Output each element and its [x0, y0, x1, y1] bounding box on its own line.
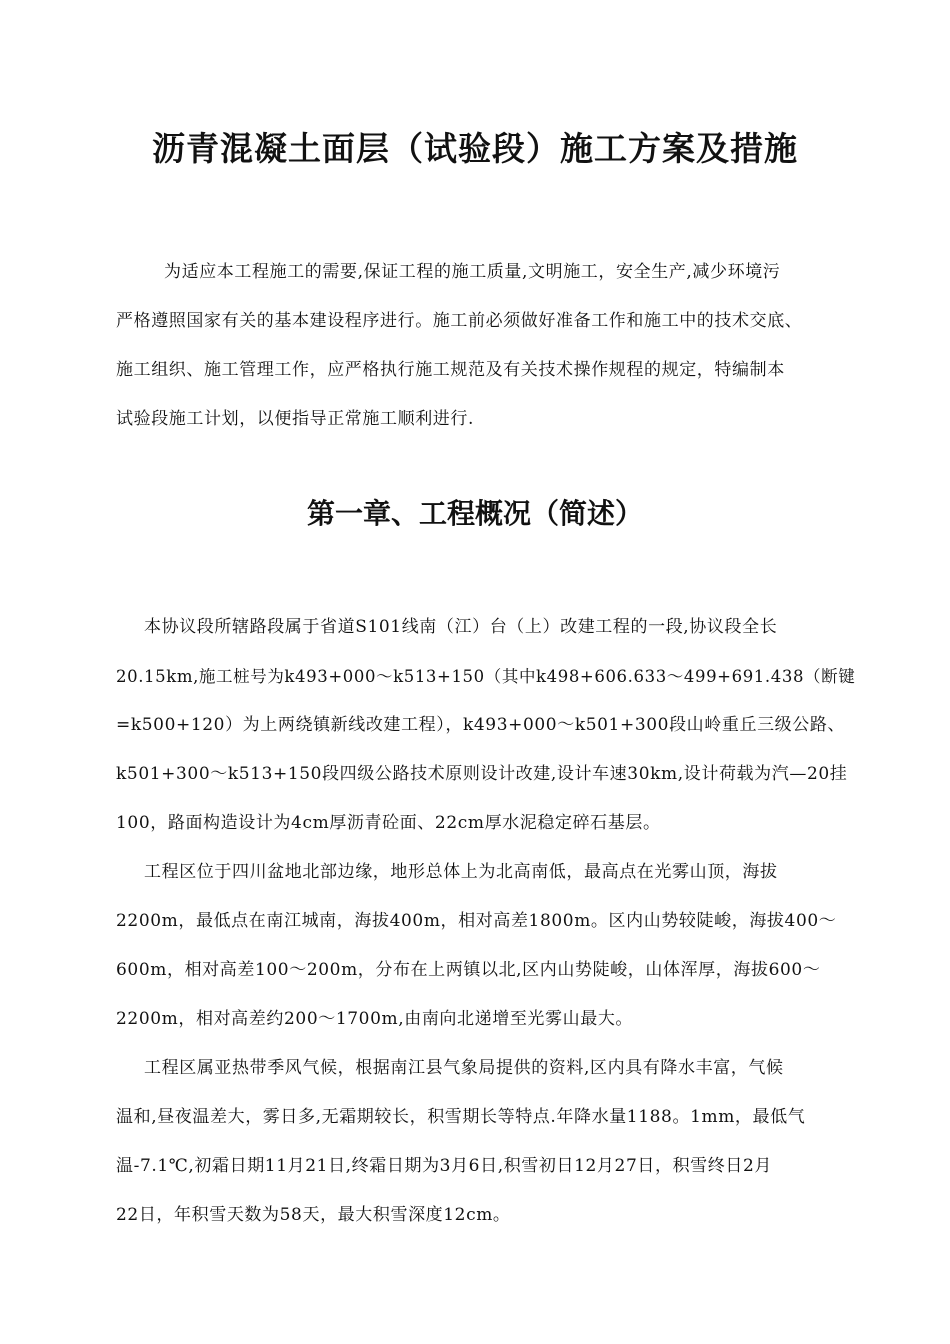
intro-line: 试验段施工计划，以便指导正常施工顺利进行.	[116, 409, 475, 429]
paragraph-line: 600m，相对高差100～200m，分布在上两镇以北,区内山势陡峻，山体浑厚，海拔600～	[116, 960, 821, 980]
paragraph-line: 本协议段所辖路段属于省道S101线南（江）台（上）改建工程的一段,协议段全长	[144, 617, 778, 637]
chapter-1-heading: 第一章、工程概况（简述）	[306, 497, 643, 530]
paragraph-line: 2200m，最低点在南江城南，海拔400m，相对高差1800m。区内山势较陡峻，海拔400～	[116, 911, 837, 931]
paragraph-line: 20.15km,施工桩号为k493+000～k513+150（其中k498+606.633～499+691.438（断键	[116, 667, 856, 686]
intro-line: 施工组织、施工管理工作，应严格执行施工规范及有关技术操作规程的规定，特编制本	[116, 360, 785, 380]
paragraph-line: 温-7.1℃,初霜日期11月21日,终霜日期为3月6日,积雪初日12月27日，积雪终日2月	[116, 1156, 772, 1176]
document-title: 沥青混凝土面层（试验段）施工方案及措施	[152, 129, 798, 168]
intro-paragraph	[116, 248, 868, 444]
paragraph-line: 工程区属亚热带季风气候，根据南江县气象局提供的资料,区内具有降水丰富，气候	[144, 1058, 784, 1078]
chapter-1-body	[116, 603, 870, 1240]
project-location-paragraph	[116, 603, 870, 848]
intro-line: 严格遵照国家有关的基本建设程序进行。施工前必须做好准备工作和施工中的技术交底、	[116, 311, 803, 331]
paragraph-line: 100，路面构造设计为4cm厚沥青砼面、22cm厚水泥稳定碎石基层。	[116, 813, 661, 833]
paragraph-line: k501+300～k513+150段四级公路技术原则设计改建,设计车速30km,设计荷载为汽—20挂	[116, 764, 848, 784]
paragraph-line: 温和,昼夜温差大，雾日多,无霜期较长，积雪期长等特点.年降水量1188。1mm，最低气	[116, 1107, 806, 1127]
intro-line: 为适应本工程施工的需要,保证工程的施工质量,文明施工，安全生产,减少环境污	[164, 262, 781, 282]
climate-paragraph	[116, 1044, 870, 1240]
paragraph-line: 2200m，相对高差约200～1700m,由南向北递增至光雾山最大。	[116, 1009, 634, 1029]
terrain-paragraph	[116, 848, 870, 1044]
paragraph-line: =k500+120）为上两绕镇新线改建工程），k493+000～k501+300段山岭重丘三级公路、	[116, 715, 846, 735]
paragraph-line: 工程区位于四川盆地北部边缘，地形总体上为北高南低，最高点在光雾山顶，海拔	[144, 862, 778, 882]
paragraph-line: 22日，年积雪天数为58天，最大积雪深度12cm。	[116, 1205, 511, 1225]
